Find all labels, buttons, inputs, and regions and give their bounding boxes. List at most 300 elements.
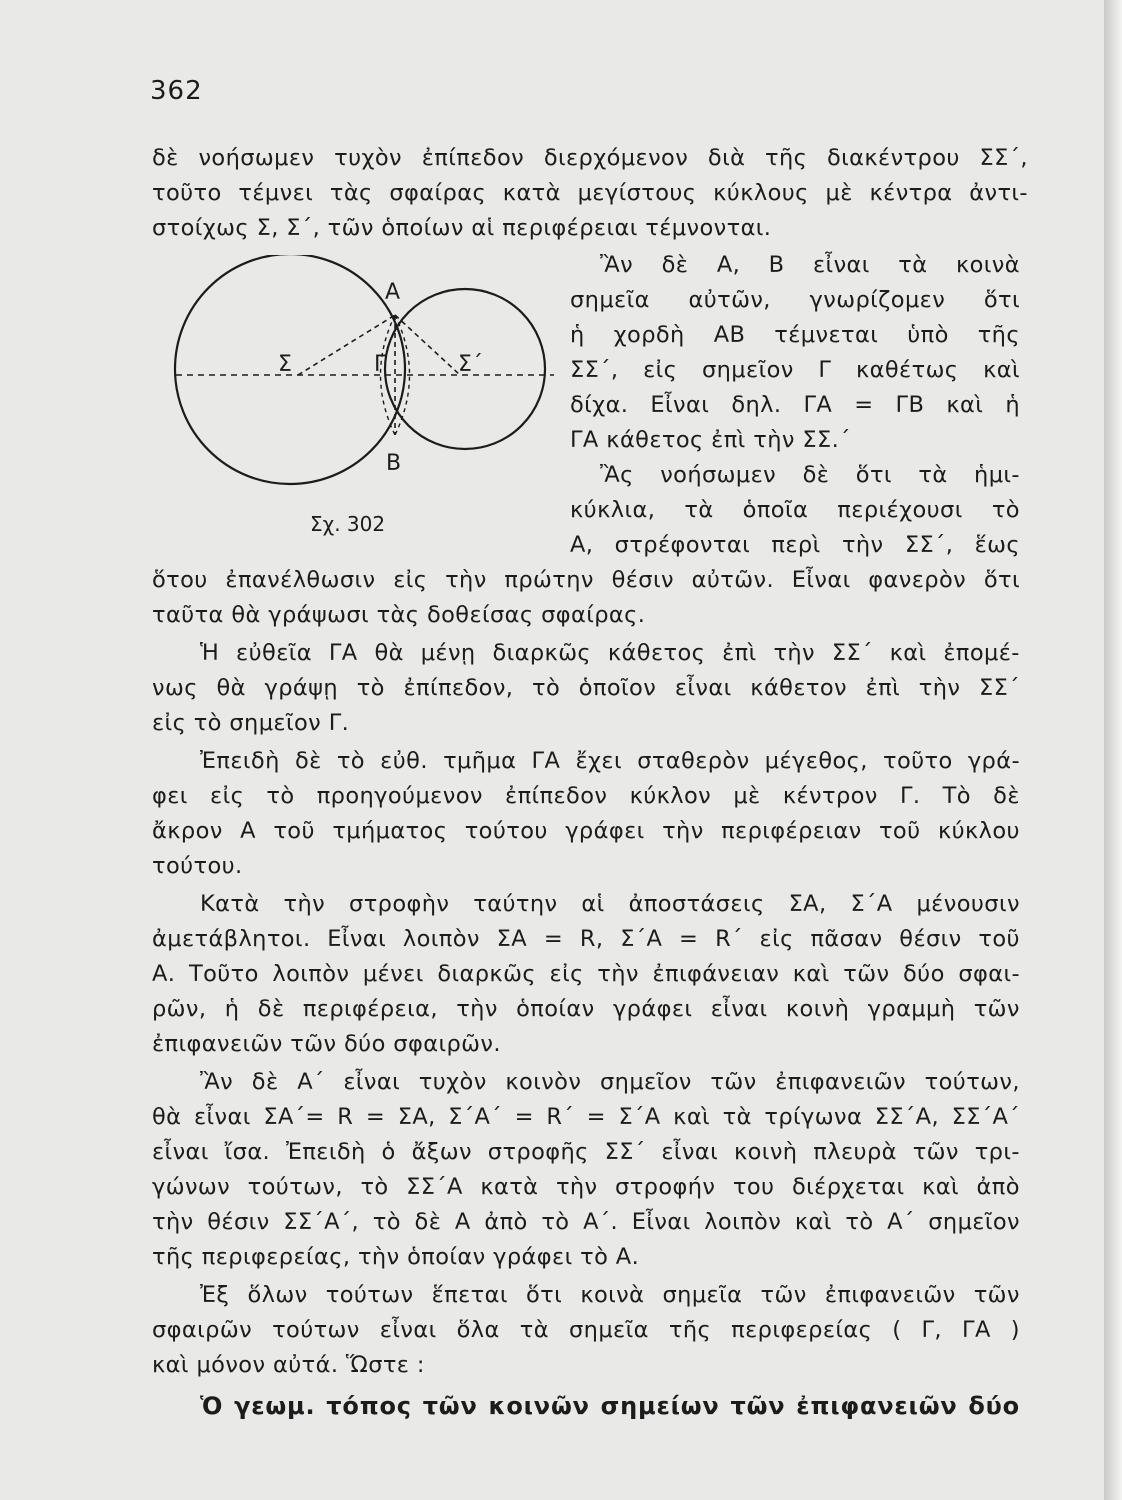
- text-segment: [152, 1139, 1020, 1165]
- word: εἶναι: [674, 675, 732, 701]
- word: εὐθ.: [380, 748, 428, 774]
- word: χορδὴ: [613, 322, 685, 348]
- word: σημεῖα: [569, 1317, 649, 1343]
- word: εἰς: [549, 961, 584, 987]
- word: κοινὰ: [580, 1282, 645, 1308]
- text-segment: [200, 1069, 1020, 1095]
- word: Σ΄Α΄: [448, 1104, 502, 1130]
- text-segment: [570, 532, 1020, 558]
- word: τὰ: [684, 497, 714, 523]
- word: Γ.: [899, 783, 921, 809]
- word: τὸ: [541, 1209, 570, 1235]
- word: εἶναι: [343, 1069, 401, 1095]
- word: πρώτην: [504, 567, 594, 593]
- word: καὶ: [792, 961, 830, 987]
- word: ἴσα.: [224, 1139, 271, 1165]
- word: τὴν: [841, 532, 884, 558]
- word: κέντρον: [782, 783, 878, 809]
- word: ἀποστάσεις: [628, 891, 765, 917]
- word: τὴν: [283, 891, 326, 917]
- text-line: [570, 532, 1020, 558]
- word: δίχα.: [570, 392, 629, 418]
- word: ὅλα: [456, 1317, 500, 1343]
- word: ἐπίπεδον,: [403, 675, 514, 701]
- text-segment: [152, 145, 1028, 171]
- word: τυχὸν: [418, 1069, 487, 1095]
- text-segment: [152, 961, 1020, 987]
- word: διέρχεται: [791, 1174, 905, 1200]
- word: ἀπὸ: [484, 1209, 528, 1235]
- word: ἡμι-: [974, 462, 1020, 488]
- word: Τὸ: [942, 783, 971, 809]
- word: ἕως: [974, 532, 1020, 558]
- word: τὰ: [722, 1104, 752, 1130]
- word: τὴν: [918, 675, 961, 701]
- word: ΣΣ΄: [831, 640, 873, 666]
- label-s: Σ: [278, 352, 292, 377]
- word: Α΄.: [583, 1209, 619, 1235]
- word: τέμνεται: [774, 322, 879, 348]
- word: ΣΣ΄Α΄,: [283, 1209, 360, 1235]
- word: ΓΑ: [531, 748, 561, 774]
- text-line: [152, 996, 1020, 1022]
- text-segment: [600, 252, 1020, 278]
- word: μένει: [362, 961, 424, 987]
- word: τὸ: [336, 748, 365, 774]
- word: Ἐπειδὴ: [200, 748, 280, 774]
- word: R: [337, 1104, 354, 1130]
- word: διαρκῶς: [492, 640, 592, 666]
- word: ὅτου: [152, 567, 208, 593]
- word: σημεῖον: [928, 1209, 1020, 1235]
- word: =: [586, 1104, 606, 1130]
- word: (: [892, 1317, 902, 1343]
- word: γραμμὴ: [867, 996, 956, 1022]
- word: τῶν: [710, 1069, 757, 1095]
- word: τὸ: [360, 1174, 389, 1200]
- word: Ὁ: [200, 1392, 224, 1420]
- word: Τοῦτο: [188, 961, 259, 987]
- word: κύκλους: [713, 180, 809, 206]
- word: δύο: [902, 961, 945, 987]
- word: σημεῖα: [662, 1282, 743, 1308]
- word: =: [543, 926, 564, 952]
- text-segment: [152, 818, 1020, 844]
- word: τούτων,: [924, 1069, 1020, 1095]
- text-line: [152, 145, 1028, 171]
- word: εἶναι: [152, 1139, 209, 1165]
- word: κατὰ: [502, 180, 561, 206]
- word: τῶν: [973, 996, 1020, 1022]
- word: διερχόμενον: [543, 145, 689, 171]
- word: διὰ: [707, 145, 746, 171]
- text-segment: [570, 357, 1020, 383]
- word: ἐπιφανειῶν: [775, 1069, 906, 1095]
- word: τὰ: [918, 462, 948, 488]
- text-segment: [152, 1104, 1020, 1130]
- text-segment: [152, 675, 1020, 701]
- word: τούτων: [272, 1317, 360, 1343]
- text-line: [152, 926, 1020, 952]
- word: διακέντρου: [826, 145, 960, 171]
- word: ὅτι: [855, 462, 892, 488]
- word: ὅλων: [247, 1282, 308, 1308]
- word: μέγεθος,: [764, 748, 868, 774]
- text-line: τούτου.: [152, 853, 243, 879]
- word: τῆς: [765, 145, 808, 171]
- word: τῶν: [843, 961, 890, 987]
- word: ΣΣ΄,: [979, 145, 1028, 171]
- word: Κατὰ: [200, 891, 260, 917]
- word: τοῦ: [273, 818, 315, 844]
- word: δὲ: [414, 1209, 442, 1235]
- word: Α.: [152, 961, 176, 987]
- text-segment: [200, 1282, 1020, 1308]
- word: τοῦτο: [883, 748, 953, 774]
- word: εἰς: [759, 926, 794, 952]
- text-line: καὶ μόνον αὐτά. Ὥστε :: [152, 1352, 425, 1378]
- theorem-statement: [200, 1392, 1020, 1420]
- word: πᾶσαν: [810, 926, 883, 952]
- word: Α΄: [887, 1209, 915, 1235]
- word: ἐπὶ: [722, 640, 757, 666]
- word: δὲ: [257, 996, 285, 1022]
- word: σημεῖα: [570, 287, 650, 313]
- text-line: [200, 748, 1020, 774]
- word: μένῃ: [420, 640, 476, 666]
- word: ἔχει: [575, 748, 622, 774]
- word: θέσιν: [207, 1209, 270, 1235]
- text-segment: [200, 748, 1020, 774]
- word: μένουσιν: [916, 891, 1020, 917]
- text-segment: [152, 180, 1028, 206]
- text-line: [570, 287, 1020, 313]
- word: ΣΑ,: [397, 1104, 436, 1130]
- word: νως: [152, 675, 198, 701]
- word: τμῆμα: [443, 748, 517, 774]
- text-segment: [152, 996, 1020, 1022]
- text-line: [600, 252, 1020, 278]
- word: ΣΣ΄Α,: [874, 1104, 940, 1130]
- word: πλευρὰ: [813, 1139, 897, 1165]
- word: κοινὰ: [955, 252, 1020, 278]
- word: καὶ: [673, 1104, 711, 1130]
- word: Α,: [570, 532, 594, 558]
- word: R΄: [715, 926, 743, 952]
- word: θὰ: [216, 675, 246, 701]
- text-line: [152, 180, 1028, 206]
- text-line: [152, 567, 1020, 593]
- text-segment: [200, 1392, 1020, 1420]
- word: Σ΄Α: [850, 891, 893, 917]
- word: δύο: [968, 1392, 1020, 1420]
- word: σημεῖον: [600, 1069, 692, 1095]
- word: ΓΑ: [328, 640, 358, 666]
- word: γώνων: [152, 1174, 231, 1200]
- word: τὴν: [773, 640, 816, 666]
- text-line: [152, 1174, 1020, 1200]
- word: θὰ: [152, 1104, 182, 1130]
- word: τῶν: [730, 1392, 786, 1420]
- word: ΓΒ: [895, 392, 925, 418]
- text-segment: [152, 926, 1020, 952]
- word: δὲ: [251, 1069, 279, 1095]
- word: τῶν: [760, 1282, 807, 1308]
- text-line: ταῦτα θὰ γράψωσι τὰς δοθείσας σφαίρας.: [152, 602, 646, 628]
- word: γρά-: [967, 748, 1020, 774]
- word: Γ: [818, 357, 832, 383]
- word: λοιπὸν: [272, 961, 350, 987]
- word: νοήσωμεν: [198, 145, 315, 171]
- figure-caption: Σχ. 302: [310, 512, 386, 536]
- text-line: [152, 818, 1020, 844]
- word: σφαι-: [958, 961, 1020, 987]
- word: ΣΑ: [496, 926, 528, 952]
- word: ἐπιφανειῶν: [824, 1282, 956, 1308]
- word: ὅτι: [983, 567, 1020, 593]
- word: τέμνει: [238, 180, 314, 206]
- text-line: εἰς τὸ σημεῖον Γ.: [152, 710, 350, 736]
- word: εἶναι: [661, 1139, 719, 1165]
- word: τὸ: [356, 675, 385, 701]
- word: ὅτι: [983, 287, 1020, 313]
- word: θέσιν: [899, 926, 962, 952]
- word: νοήσωμεν: [660, 462, 777, 488]
- word: ΓΑ: [803, 392, 833, 418]
- word: κέντρα: [869, 180, 953, 206]
- word: Β: [768, 252, 785, 278]
- word: =: [854, 392, 874, 418]
- text-line: [152, 1104, 1020, 1130]
- word: σημεῖον: [701, 357, 794, 383]
- word: κατὰ: [480, 1174, 539, 1200]
- word: ὅτι: [526, 1282, 563, 1308]
- word: Ἂς: [600, 462, 634, 488]
- text-segment: [600, 462, 1020, 488]
- word: εἶναι: [379, 1317, 437, 1343]
- text-line: [570, 322, 1020, 348]
- word: Ἂν: [200, 1069, 234, 1095]
- word: τρίγωνα: [764, 1104, 863, 1130]
- text-line: [152, 1317, 1020, 1343]
- word: ΣΣ΄,: [570, 357, 619, 383]
- word: τοῦ: [978, 926, 1020, 952]
- word: σημείων: [600, 1392, 720, 1420]
- text-segment: [152, 783, 1020, 809]
- word: γνωρίζομεν: [809, 287, 946, 313]
- word: κάθετος: [607, 640, 706, 666]
- word: μὲ: [825, 180, 853, 206]
- word: διαρκῶς: [437, 961, 536, 987]
- word: ΑΒ: [713, 322, 746, 348]
- word: Εἶναι: [327, 926, 387, 952]
- word: ἐπανέλθωσιν: [225, 567, 376, 593]
- word: ὁποίαν: [516, 996, 595, 1022]
- text-line: στοίχως Σ, Σ΄, τῶν ὁποίων αἱ περιφέρειαι τέμνονται.: [152, 215, 772, 241]
- word: δὲ: [993, 783, 1020, 809]
- word: δὲ: [152, 145, 179, 171]
- word: Γ,: [921, 1317, 942, 1343]
- text-line: ἐπιφανειῶν τῶν δύο σφαιρῶν.: [152, 1031, 501, 1057]
- word: τὴν: [152, 1209, 194, 1235]
- word: =: [514, 1104, 534, 1130]
- text-segment: [152, 1317, 1020, 1343]
- word: κοινῶν: [488, 1392, 590, 1420]
- word: περιφέρεια,: [302, 996, 438, 1022]
- word: ΣΣ΄,: [904, 532, 954, 558]
- word: τὰς: [329, 180, 373, 206]
- word: εἶναι: [813, 252, 870, 278]
- word: ἐπομέ-: [943, 640, 1020, 666]
- word: κύκλου: [937, 818, 1020, 844]
- word: δὲ: [294, 748, 322, 774]
- word: περιφέρειαν: [721, 818, 862, 844]
- word: Εἶναι: [791, 567, 851, 593]
- word: ΣΣ΄Α΄: [951, 1104, 1020, 1130]
- label-g: Γ: [374, 352, 387, 377]
- text-line: [570, 357, 1020, 383]
- word: καὶ: [983, 357, 1020, 383]
- text-line: [152, 783, 1020, 809]
- text-line: [570, 392, 1020, 418]
- word: ταύτην: [473, 891, 558, 917]
- word: τυχὸν: [334, 145, 403, 171]
- page-number: 362: [150, 76, 203, 106]
- word: τμήματος: [332, 818, 448, 844]
- text-segment: [200, 891, 1020, 917]
- word: τρι-: [974, 1139, 1020, 1165]
- word: Ἐπειδὴ: [285, 1139, 366, 1165]
- word: αὐτῶν,: [688, 287, 771, 313]
- word: τὴν: [555, 1174, 598, 1200]
- text-segment: [570, 497, 1020, 523]
- word: κοινὴ: [733, 1139, 798, 1165]
- word: καὶ: [946, 392, 984, 418]
- label-a: Α: [385, 280, 401, 305]
- text-line: [200, 1069, 1020, 1095]
- word: στρέφονται: [614, 532, 751, 558]
- word: τὸ: [372, 1209, 401, 1235]
- word: τὴν: [456, 996, 498, 1022]
- word: εἰς: [643, 357, 678, 383]
- word: ἄξων: [411, 1139, 472, 1165]
- word: ὁποῖα: [742, 497, 809, 523]
- word: καὶ: [889, 640, 927, 666]
- word: Ἡ: [200, 640, 220, 666]
- word: σφαιρῶν: [152, 1317, 253, 1343]
- word: ἄκρον: [152, 818, 223, 844]
- word: Α: [454, 1209, 471, 1235]
- word: τῶν: [973, 1282, 1020, 1308]
- text-line: [152, 1209, 1020, 1235]
- word: τούτων: [325, 1282, 414, 1308]
- word: Σ΄Α: [618, 1104, 661, 1130]
- word: φει: [152, 783, 188, 809]
- word: περιφερείας: [731, 1317, 873, 1343]
- word: τοῦτο: [152, 180, 222, 206]
- word: κύκλον: [629, 783, 712, 809]
- word: τῶν: [912, 1139, 959, 1165]
- word: τῆς: [668, 1317, 712, 1343]
- word: ΣΣ΄Α: [406, 1174, 463, 1200]
- word: ΣΣ΄: [604, 1139, 646, 1165]
- word: R,: [579, 926, 604, 952]
- word: θὰ: [374, 640, 404, 666]
- word: ὁποῖον: [578, 675, 657, 701]
- word: του: [732, 1174, 775, 1200]
- word: ἡ: [570, 322, 585, 348]
- word: γεωμ.: [234, 1392, 316, 1420]
- intersecting-circles-figure: [170, 255, 560, 515]
- word: τῶν: [422, 1392, 478, 1420]
- word: ἡ: [1005, 392, 1020, 418]
- word: Α: [240, 818, 256, 844]
- word: αἱ: [581, 891, 605, 917]
- word: Ἐξ: [200, 1282, 230, 1308]
- text-line: τῆς περιφερείας, τὴν ὁποίαν γράφει τὸ Α.: [152, 1244, 640, 1270]
- word: κάθετον: [750, 675, 847, 701]
- word: τὴν: [597, 961, 639, 987]
- word: ἐπίπεδον: [421, 145, 525, 171]
- word: ρῶν,: [152, 996, 207, 1022]
- text-segment: [152, 1174, 1020, 1200]
- word: κοινὴ: [785, 996, 850, 1022]
- label-s-prime: Σ΄: [458, 352, 483, 377]
- word: τὰ: [898, 252, 928, 278]
- word: γράφει: [565, 818, 645, 844]
- text-segment: [570, 322, 1020, 348]
- word: περιέχουσι: [837, 497, 963, 523]
- text-line: [600, 462, 1020, 488]
- text-line: [152, 675, 1020, 701]
- word: ἐπὶ: [865, 675, 901, 701]
- text-segment: [152, 1209, 1020, 1235]
- word: αὐτῶν.: [691, 567, 775, 593]
- word: ὁ: [381, 1139, 396, 1165]
- word: κύκλια,: [570, 497, 656, 523]
- word: τὸ: [845, 1209, 874, 1235]
- word: στροφήν: [615, 1174, 716, 1200]
- word: περὶ: [771, 532, 821, 558]
- word: ἕπεται: [431, 1282, 508, 1308]
- word: στροφῆς: [487, 1139, 589, 1165]
- text-line: [200, 1282, 1020, 1308]
- word: κοινὸν: [505, 1069, 582, 1095]
- word: τόπος: [326, 1392, 412, 1420]
- word: τῆς: [977, 322, 1020, 348]
- word: δηλ.: [731, 392, 782, 418]
- word: ἀντι-: [969, 180, 1028, 206]
- word: καὶ: [922, 1174, 959, 1200]
- word: καθέτως: [856, 357, 959, 383]
- word: ἐπιφάνειαν: [652, 961, 780, 987]
- word: ἐπίπεδον: [505, 783, 608, 809]
- word: θέσιν: [611, 567, 674, 593]
- text-line: [152, 1139, 1020, 1165]
- word: ἡ: [224, 996, 240, 1022]
- word: εἰς: [393, 567, 428, 593]
- text-segment: [200, 640, 1020, 666]
- word: μεγίστους: [577, 180, 697, 206]
- word: =: [679, 926, 699, 952]
- word: καὶ: [794, 1209, 832, 1235]
- word: λοιπὸν: [402, 926, 480, 952]
- label-b: Β: [386, 451, 402, 476]
- word: σταθερὸν: [637, 748, 750, 774]
- word: τούτων,: [247, 1174, 343, 1200]
- word: ΓΑ: [962, 1317, 991, 1343]
- word: τοῦ: [878, 818, 921, 844]
